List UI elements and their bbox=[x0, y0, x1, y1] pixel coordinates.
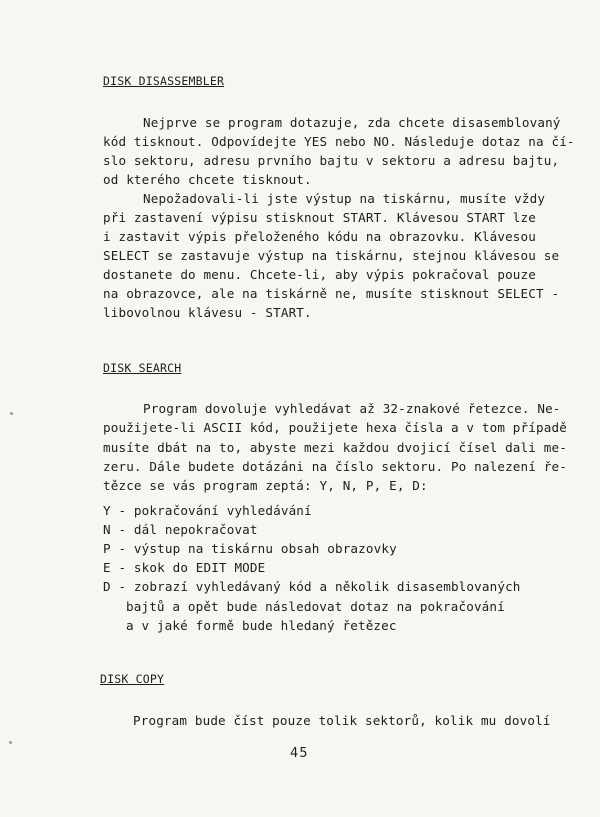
text-line: zeru. Dále budete dotázáni na číslo sektoru. Po nalezení ře- bbox=[103, 459, 567, 474]
text-line: při zastavení výpisu stisknout START. Klávesou START lze bbox=[103, 210, 536, 225]
heading-disk-copy: DISK COPY bbox=[100, 672, 165, 686]
option-d-continued: bajtů a opět bude následovat dotaz na pokračování bbox=[126, 599, 505, 614]
option-n: N - dál nepokračovat bbox=[103, 522, 258, 537]
text-line: Nejprve se program dotazuje, zda chcete disasemblovaný bbox=[143, 115, 561, 130]
page-number: 45 bbox=[290, 746, 309, 761]
text-line: slo sektoru, adresu prvního bajtu v sektoru a adresu bajtu, bbox=[103, 153, 560, 168]
text-line: dostanete do menu. Chcete-li, aby výpis pokračoval pouze bbox=[103, 267, 536, 282]
option-p: P - výstup na tiskárnu obsah obrazovky bbox=[103, 541, 397, 556]
text-line: i zastavit výpis přeloženého kódu na obrazovku. Klávesou bbox=[103, 229, 536, 244]
text-line: kód tisknout. Odpovídejte YES nebo NO. Následuje dotaz na čí- bbox=[103, 134, 575, 149]
text-line: na obrazovce, ale na tiskárně ne, musíte stisknout SELECT - bbox=[103, 286, 560, 301]
text-line: tězce se vás program zeptá: Y, N, P, E, D: bbox=[103, 478, 428, 493]
text-line: SELECT se zastavuje výstup na tiskárnu, stejnou klávesou se bbox=[103, 248, 560, 263]
heading-disk-disassembler: DISK DISASSEMBLER bbox=[103, 74, 225, 88]
scan-speck bbox=[9, 741, 12, 744]
text-line: libovolnou klávesu - START. bbox=[103, 305, 312, 320]
text-line: musíte dbát na to, abyste mezi každou dvojicí čísel dali me- bbox=[103, 440, 567, 455]
option-y: Y - pokračování vyhledávání bbox=[103, 503, 312, 518]
option-d-continued: a v jaké formě bude hledaný řetězec bbox=[126, 618, 397, 633]
heading-disk-search: DISK SEARCH bbox=[103, 361, 182, 375]
text-line: Nepožadovali-li jste výstup na tiskárnu, musíte vždy bbox=[143, 191, 546, 206]
option-d: D - zobrazí vyhledávaný kód a několik disasemblovaných bbox=[103, 579, 521, 594]
text-line: Program bude číst pouze tolik sektorů, kolik mu dovolí bbox=[133, 713, 551, 728]
text-line: použijete-li ASCII kód, použijete hexa čísla a v tom případě bbox=[103, 420, 567, 435]
option-e: E - skok do EDIT MODE bbox=[103, 560, 266, 575]
text-line: Program dovoluje vyhledávat až 32-znakové řetezce. Ne- bbox=[143, 401, 561, 416]
text-line: od kterého chcete tisknout. bbox=[103, 172, 312, 187]
scan-speck bbox=[10, 412, 13, 415]
